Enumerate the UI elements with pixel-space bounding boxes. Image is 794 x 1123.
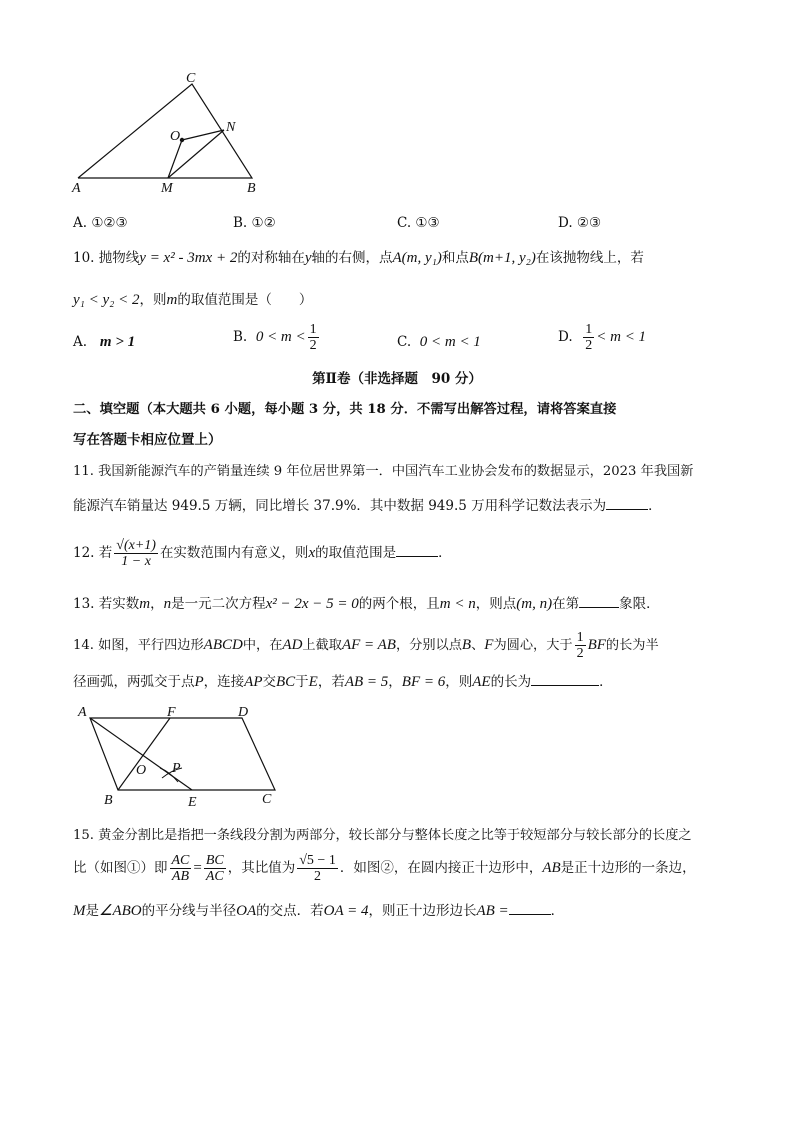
label-P: P bbox=[172, 761, 181, 776]
q10-option-d: D. $\frac{1}{2}$ < m < 1 bbox=[558, 322, 647, 353]
label-M: M bbox=[161, 181, 173, 196]
q14-answer-blank[interactable] bbox=[531, 670, 599, 686]
q15-line3: M是∠ABO的平分线与半径OA的交点．若OA = 4，则正十边形边长AB = ． bbox=[73, 899, 564, 921]
label-D: D bbox=[238, 705, 249, 720]
q9-option-b: B. ①② bbox=[233, 215, 276, 231]
label-B: B bbox=[104, 793, 113, 808]
q15-line1: 15. 黄金分割比是指把一条线段分割为两部分，较长部分与整体长度之比等于较短部分与较长部分的长度之 bbox=[73, 828, 692, 843]
triangle-figure-q9 bbox=[70, 68, 270, 198]
q14-line2: 径画弧，两弧交于点P，连接AP交BC于E，若AB = 5，BF = 6，则AE的长为 ． bbox=[73, 670, 613, 692]
q13-line: 13. 若实数m，n是一元二次方程x² − 2x − 5 = 0的两个根，且m < n，则点(m, n)在第 象限． bbox=[73, 592, 660, 614]
q13-answer-blank[interactable] bbox=[579, 592, 619, 608]
q12-answer-blank[interactable] bbox=[396, 541, 438, 557]
section-2-title: 第Ⅱ卷（非选择题 90 分） bbox=[312, 371, 482, 387]
q9-option-c: C. ①③ bbox=[397, 215, 440, 231]
label-C: C bbox=[262, 792, 272, 807]
q11-answer-blank[interactable] bbox=[606, 494, 648, 510]
fill-section-heading-line1: 二、填空题（本大题共 6 小题，每小题 3 分，共 18 分．不需写出解答过程，请将答案直接 bbox=[73, 402, 617, 417]
label-O: O bbox=[136, 763, 147, 778]
q10-option-a: A. m > 1 bbox=[73, 334, 136, 350]
label-F: F bbox=[167, 705, 176, 720]
label-C: C bbox=[186, 71, 196, 86]
q15-answer-blank[interactable] bbox=[509, 899, 551, 915]
q9-option-a: A. ①②③ bbox=[73, 215, 128, 231]
q10-option-c: C. 0 < m < 1 bbox=[397, 334, 481, 350]
label-B: B bbox=[247, 181, 256, 196]
label-E: E bbox=[188, 795, 197, 810]
q10-stem-line2: y₁ < y₂ < 2，则m的取值范围是（ ） bbox=[73, 292, 313, 308]
q10-option-b: B. 0 < m < $\frac{1}{2}$ bbox=[233, 322, 317, 353]
fill-section-heading-line2: 写在答题卡相应位置上） bbox=[73, 432, 222, 448]
label-A: A bbox=[78, 705, 87, 720]
q14-line1: 14. 如图，平行四边形ABCD中，在AD上截取AF = AB，分别以点B、F为圆心，大于 $\frac{1}{2}$ BF的长为半 bbox=[73, 630, 659, 661]
q11-line1: 11. 我国新能源汽车的产销量连续 9 年位居世界第一．中国汽车工业协会发布的数据显示，2023 年我国新 bbox=[73, 464, 694, 479]
label-N: N bbox=[226, 120, 236, 135]
q11-line2: 能源汽车销量达 949.5 万辆，同比增长 37.9%．其中数据 949.5 万用科学记数法表示为 ． bbox=[73, 494, 662, 516]
q15-line2: 比（如图①）即 $\frac{AC}{AB}$ = $\frac{BC}{AC}$ ，其比值为 $\frac{√5 - 1}{2}$ ．如图②，在圆内接正十边形中，AB是正十边形的一条边， bbox=[73, 853, 696, 884]
q12-line: 12. 若 $\frac{√(x+1)}{1 - x}$ 在实数范围内有意义，则x的取值范围是 ． bbox=[73, 538, 452, 569]
q9-option-d: D. ②③ bbox=[558, 215, 602, 231]
label-A: A bbox=[72, 181, 81, 196]
label-O: O bbox=[170, 129, 181, 144]
parallelogram-figure-q14 bbox=[70, 700, 290, 815]
q10-stem-line1: 10. 抛物线y = x² - 3mx + 2的对称轴在y轴的右侧，点A(m, y₁)和点B(m+1, y₂)在该抛物线上，若 bbox=[73, 250, 644, 266]
